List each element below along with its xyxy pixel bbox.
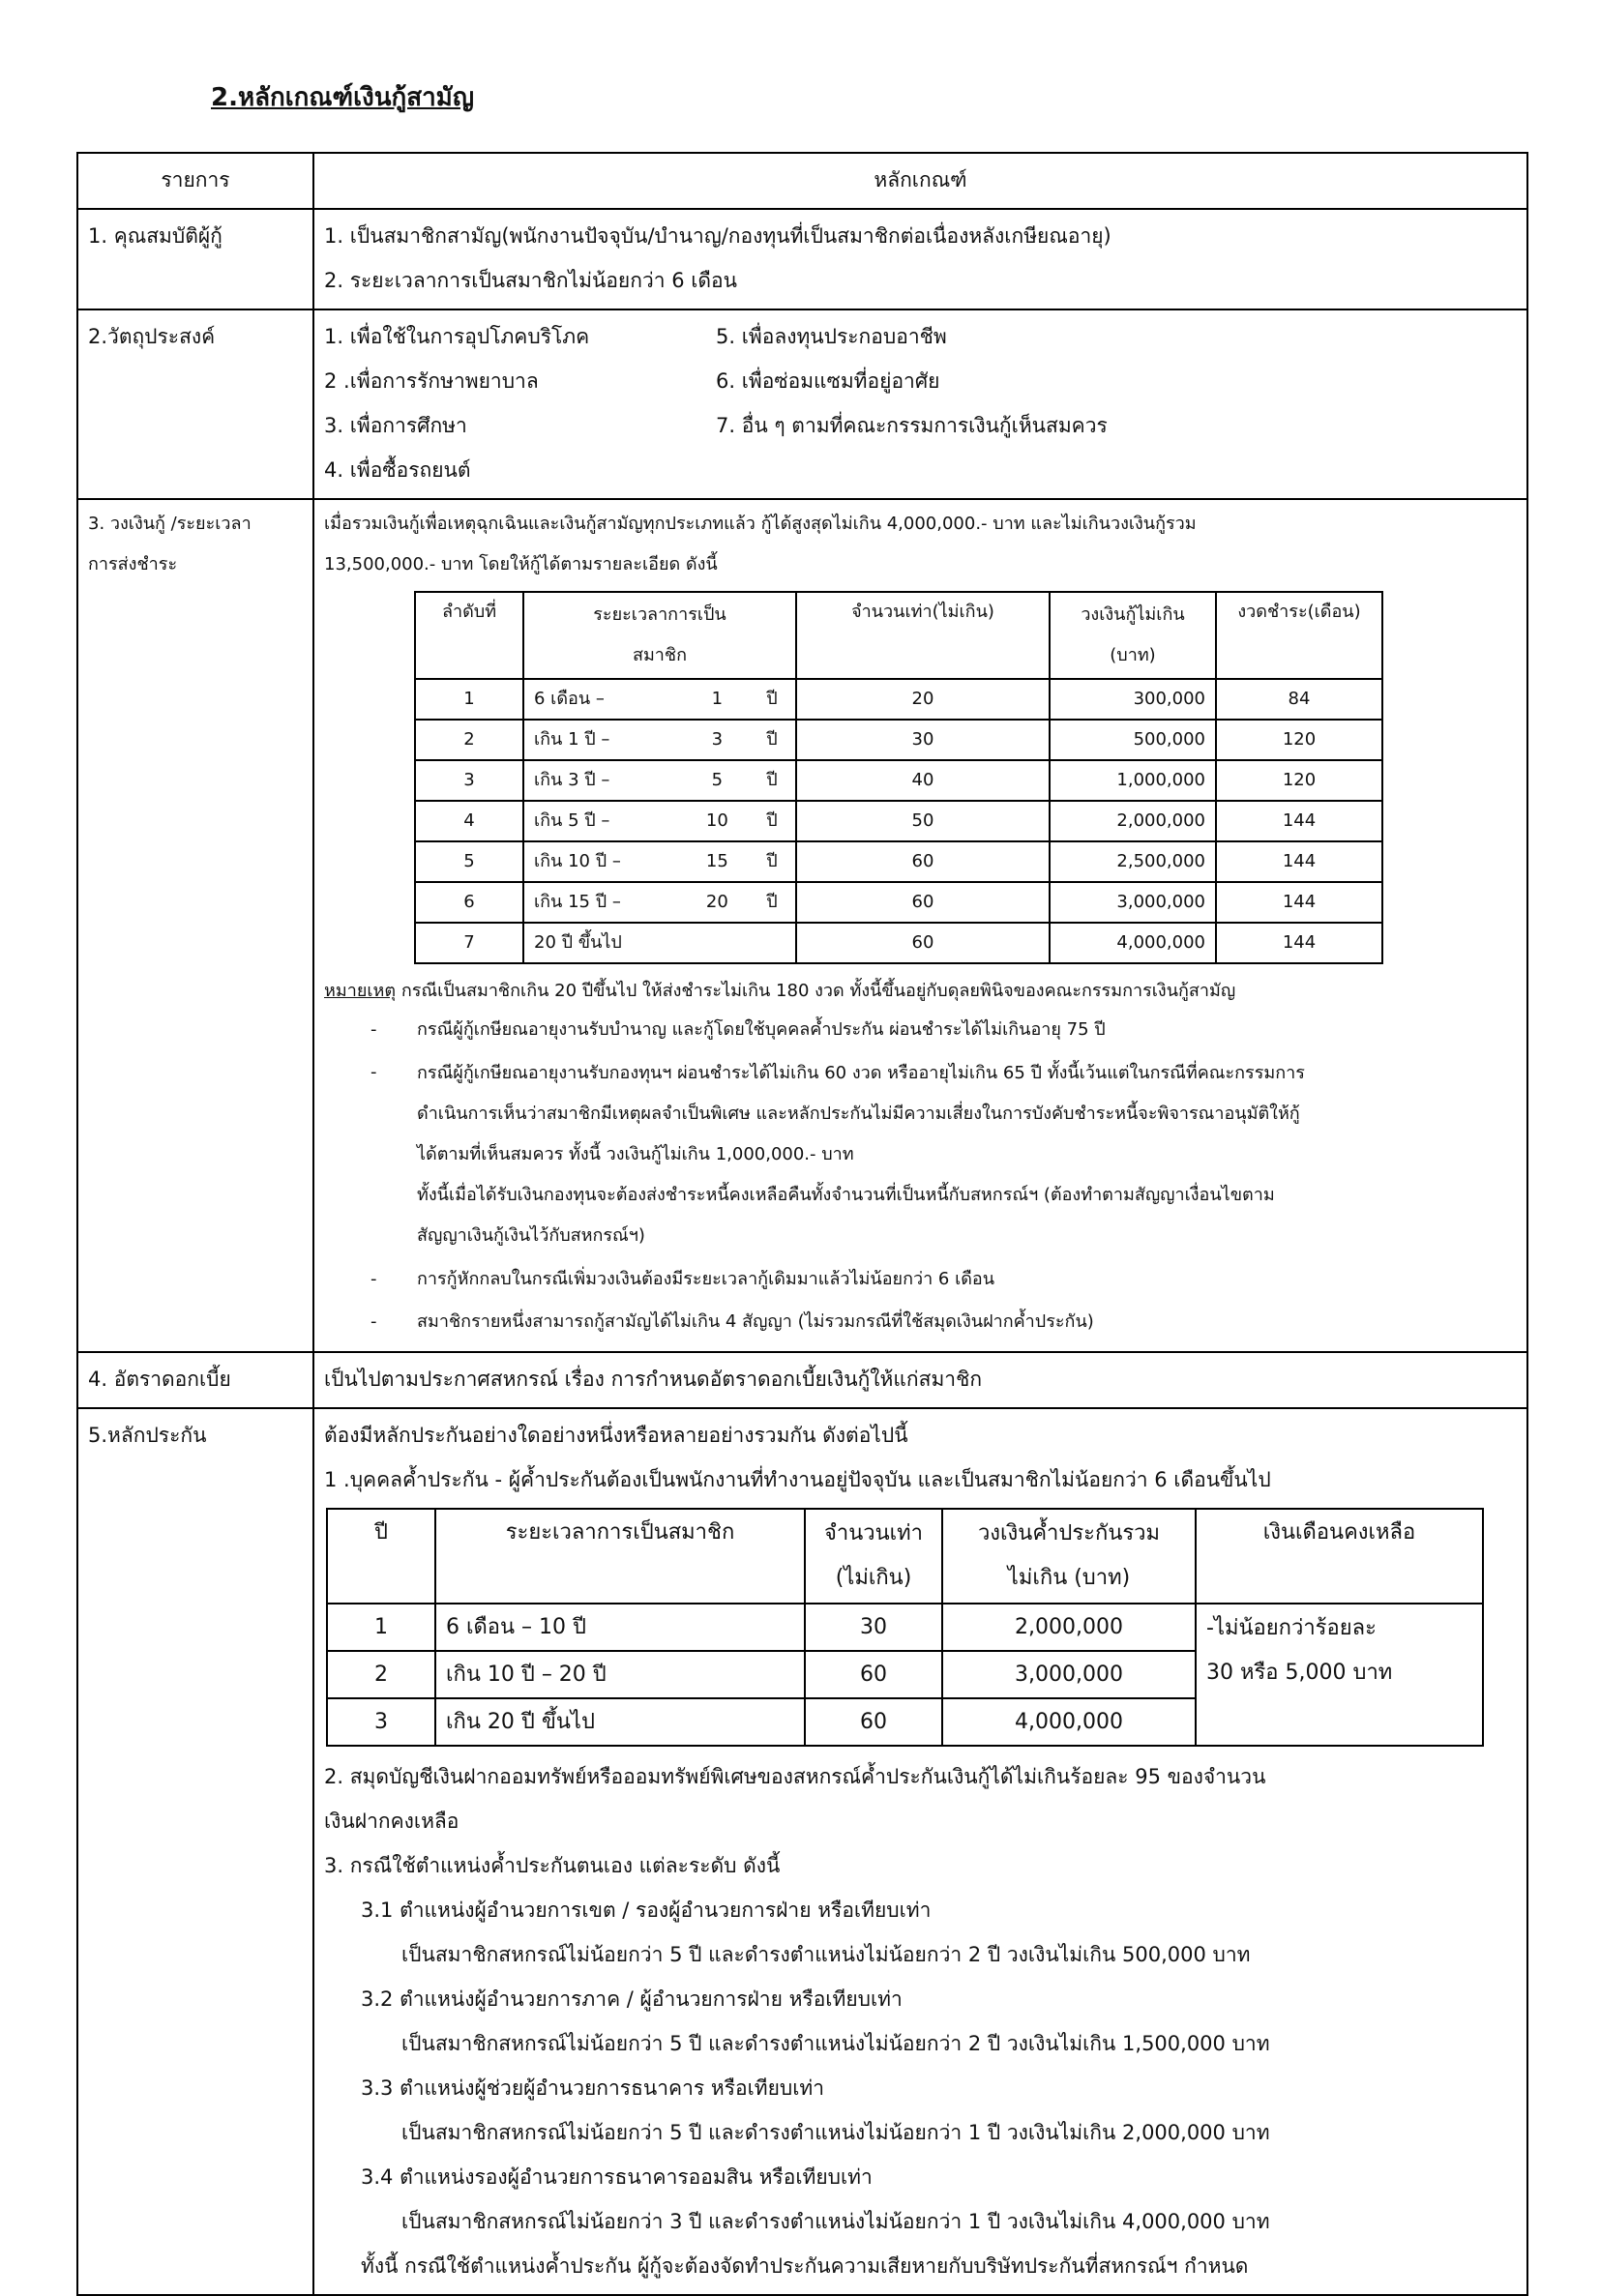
purpose-item: 1. เพื่อใช้ในการอุปโภคบริโภค: [324, 325, 590, 348]
table-cell: 1: [415, 679, 523, 720]
table-cell: 144: [1216, 923, 1382, 963]
row-loan-limit: [77, 499, 1527, 1352]
purpose-item: 3. เพื่อการศึกษา: [324, 414, 467, 437]
col-header: จำนวนเท่า (ไม่เกิน): [805, 1509, 942, 1604]
table-cell: 1: [686, 679, 749, 720]
table-cell: 120: [1216, 760, 1382, 801]
row-label: 2.วัตถุประสงค์: [77, 309, 313, 499]
table-row: [415, 720, 1382, 760]
list-item: - การกู้หักกลบในกรณีเพิ่มวงเงินต้องมีระยะเวลากู้เดิมมาแล้วไม่น้อยกว่า 6 เดือน: [324, 1260, 1517, 1299]
purpose-item: 4. เพื่อซื้อรถยนต์: [324, 458, 471, 482]
table-cell: ปี: [749, 801, 796, 841]
col-header: ปี: [327, 1509, 435, 1604]
col-header: วงเงินกู้ไม่เกิน (บาท): [1050, 592, 1216, 679]
table-cell: 30: [796, 720, 1050, 760]
row-content: [313, 499, 1527, 1352]
col-header: วงเงินค้ำประกันรวม ไม่เกิน (บาท): [942, 1509, 1196, 1604]
table-cell: 300,000: [1050, 679, 1216, 720]
table-row: [415, 760, 1382, 801]
table-cell: 7: [415, 923, 523, 963]
row-content: [313, 209, 1527, 309]
table-cell: 5: [415, 841, 523, 882]
row-content: [313, 309, 1527, 499]
intro-line: เมื่อรวมเงินกู้เพื่อเหตุฉุกเฉินและเงินกู้สามัญทุกประเภทแล้ว กู้ได้สูงสุดไม่เกิน 4,000,000.- บาท และไม่เกินวงเงินกู้รวม: [324, 514, 1197, 534]
col-header: เงินเดือนคงเหลือ: [1196, 1509, 1483, 1604]
col-header: ระยะเวลาการเป็น สมาชิก: [523, 592, 796, 679]
col-header: งวดชำระ(เดือน): [1216, 592, 1382, 679]
list-item: - สมาชิกรายหนึ่งสามารถกู้สามัญได้ไม่เกิน 4 สัญญา (ไม่รวมกรณีที่ใช้สมุดเงินฝากค้ำประกัน): [324, 1303, 1517, 1341]
table-cell: 6: [415, 882, 523, 923]
table-cell: เกิน 5 ปี –: [523, 801, 686, 841]
loan-limit-header: [415, 592, 1382, 679]
purpose-item: 6. เพื่อซ่อมแซมที่อยู่อาศัย: [716, 369, 940, 393]
table-cell: 10: [686, 801, 749, 841]
table-cell: 144: [1216, 841, 1382, 882]
table-cell: ปี: [749, 882, 796, 923]
table-row: [415, 882, 1382, 923]
purpose-grid: [324, 314, 1517, 492]
sub-detail: เป็นสมาชิกสหกรณ์ไม่น้อยกว่า 5 ปี และดำรงตำแหน่งไม่น้อยกว่า 2 ปี วงเงินไม่เกิน 500,000 บาท: [401, 1943, 1251, 1966]
header-criteria: หลักเกณฑ์: [313, 153, 1527, 209]
table-row: [415, 923, 1382, 963]
table-header-row: [77, 153, 1527, 209]
table-cell: 6 เดือน –: [523, 679, 686, 720]
sub-title: 3.4 ตำแหน่งรองผู้อำนวยการธนาคารออมสิน หรือเทียบเท่า: [361, 2165, 873, 2189]
table-cell: 5: [686, 760, 749, 801]
intro-line: 13,500,000.- บาท โดยให้กู้ได้ตามรายละเอียด ดังนี้: [324, 554, 718, 574]
guarantor-table: [326, 1508, 1484, 1747]
table-cell: 1,000,000: [1050, 760, 1216, 801]
table-cell: 50: [796, 801, 1050, 841]
sub-title: 3.3 ตำแหน่งผู้ช่วยผู้อำนวยการธนาคาร หรือเทียบเท่า: [361, 2076, 825, 2100]
table-cell: 3: [686, 720, 749, 760]
table-cell: เกิน 1 ปี –: [523, 720, 686, 760]
table-cell: 144: [1216, 882, 1382, 923]
note-line: [324, 972, 1517, 1011]
sub-detail: เป็นสมาชิกสหกรณ์ไม่น้อยกว่า 5 ปี และดำรงตำแหน่งไม่น้อยกว่า 1 ปี วงเงินไม่เกิน 2,000,000 บาท: [401, 2121, 1270, 2144]
table-cell: 4: [415, 801, 523, 841]
note-text: กรณีเป็นสมาชิกเกิน 20 ปีขึ้นไป ให้ส่งชำระไม่เกิน 180 งวด ทั้งนี้ขึ้นอยู่กับดุลยพินิจของคณะกรรมการเงินกู้สามัญ: [396, 981, 1236, 1001]
table-row: 1 6 เดือน – 10 ปี 30 2,000,000 -ไม่น้อยกว่าร้อยละ 30 หรือ 5,000 บาท: [327, 1604, 1483, 1651]
text-line: เงินฝากคงเหลือ: [324, 1810, 459, 1833]
row-label: 4. อัตราดอกเบี้ย: [77, 1352, 313, 1408]
table-row: [415, 841, 1382, 882]
text-line: 2. สมุดบัญชีเงินฝากออมทรัพย์หรือออมทรัพย์พิเศษของสหกรณ์ค้ำประกันเงินกู้ได้ไม่เกินร้อยละ 95 ของจำนวน: [324, 1765, 1266, 1788]
table-cell: 500,000: [1050, 720, 1216, 760]
loan-limit-table: [414, 591, 1383, 964]
table-cell: 84: [1216, 679, 1382, 720]
note-label: หมายเหตุ: [324, 981, 397, 1001]
table-cell: 60: [796, 882, 1050, 923]
row-qualification: [77, 209, 1527, 309]
table-cell: 3: [415, 760, 523, 801]
closing-line: ทั้งนี้ กรณีใช้ตำแหน่งค้ำประกัน ผู้กู้จะต้องจัดทำประกันความเสียหายกับบริษัทประกันที่สหกรณ์ฯ กำหนด: [361, 2254, 1249, 2278]
table-cell: 60: [796, 923, 1050, 963]
row-label: [77, 499, 313, 1352]
table-cell: 60: [796, 841, 1050, 882]
header-item: รายการ: [77, 153, 313, 209]
purpose-item: 5. เพื่อลงทุนประกอบอาชีพ: [716, 325, 947, 348]
row-label: 5.หลักประกัน: [77, 1408, 313, 2295]
guarantor-header: [327, 1509, 1483, 1604]
col-header: ลำดับที่: [415, 592, 523, 679]
sub-detail: เป็นสมาชิกสหกรณ์ไม่น้อยกว่า 5 ปี และดำรงตำแหน่งไม่น้อยกว่า 2 ปี วงเงินไม่เกิน 1,500,000 บาท: [401, 2032, 1270, 2055]
note-bullets: [324, 1011, 1517, 1341]
table-row: 3 เกิน 20 ปี ขึ้นไป 60 4,000,000: [327, 1698, 1483, 1746]
row-content: [313, 1408, 1527, 2295]
table-row: 2 เกิน 10 ปี – 20 ปี 60 3,000,000: [327, 1651, 1483, 1698]
table-cell: 2,500,000: [1050, 841, 1216, 882]
row-purpose: [77, 309, 1527, 499]
sub-title: 3.1 ตำแหน่งผู้อำนวยการเขต / รองผู้อำนวยการฝ่าย หรือเทียบเท่า: [361, 1899, 932, 1922]
row-label: 1. คุณสมบัติผู้กู้: [77, 209, 313, 309]
sub-detail: เป็นสมาชิกสหกรณ์ไม่น้อยกว่า 3 ปี และดำรงตำแหน่งไม่น้อยกว่า 1 ปี วงเงินไม่เกิน 4,000,000 บาท: [401, 2210, 1270, 2233]
table-cell: ปี: [749, 760, 796, 801]
table-cell: ปี: [749, 720, 796, 760]
table-cell: เกิน 15 ปี –: [523, 882, 686, 923]
row-content: เป็นไปตามประกาศสหกรณ์ เรื่อง การกำหนดอัตราดอกเบี้ยเงินกู้ให้แก่สมาชิก: [313, 1352, 1527, 1408]
purpose-item: 7. อื่น ๆ ตามที่คณะกรรมการเงินกู้เห็นสมควร: [716, 414, 1108, 437]
page-title: 2.หลักเกณฑ์เงินกู้สามัญ: [211, 83, 474, 112]
list-item: - กรณีผู้กู้เกษียณอายุงานรับกองทุนฯ ผ่อนชำระได้ไม่เกิน 60 งวด หรืออายุไม่เกิน 65 ปี ทั้งนี้เว้นแต่ในกรณีที่คณะกรรมการ ดำเนินการเห็นว่าสมาชิกมีเหตุผลจำเป็นพิเศษ และหลักประกันไม่มีความเสี่ยงในการบังคับชำระหนี้จะพิจารณาอนุมัติให้กู้ ได้ตามที่เห็นสมควร ทั้งนี้ วงเงินกู้ไม่เกิน 1,000,000.- บาท ทั้งนี้เมื่อได้รับเงินกองทุนจะต้องส่งชำระหนี้คงเหลือคืนทั้งจำนวนที่เป็นหนี้กับสหกรณ์ฯ (ต้องทำตามสัญญาเงื่อนไขตาม สัญญาเงินกู้เงินไว้กับสหกรณ์ฯ): [324, 1053, 1517, 1256]
table-cell: 144: [1216, 801, 1382, 841]
table-cell: 40: [796, 760, 1050, 801]
col-header: ระยะเวลาการเป็นสมาชิก: [435, 1509, 805, 1604]
text-line: 3. กรณีใช้ตำแหน่งค้ำประกันตนเอง แต่ละระดับ ดังนี้: [324, 1854, 781, 1877]
table-cell: 20: [796, 679, 1050, 720]
purpose-item: 2 .เพื่อการรักษาพยาบาล: [324, 369, 539, 393]
table-cell: ปี: [749, 679, 796, 720]
table-cell: เกิน 3 ปี –: [523, 760, 686, 801]
row-collateral: [77, 1408, 1527, 2295]
row-label-line: 3. วงเงินกู้ /ระยะเวลา: [88, 514, 252, 534]
list-item: - กรณีผู้กู้เกษียณอายุงานรับบำนาญ และกู้โดยใช้บุคคลค้ำประกัน ผ่อนชำระได้ไม่เกินอายุ 75 ปี: [324, 1011, 1517, 1049]
table-cell: 20 ปี ขึ้นไป: [523, 923, 796, 963]
table-cell: 2,000,000: [1050, 801, 1216, 841]
text-line: 1 .บุคคลค้ำประกัน - ผู้ค้ำประกันต้องเป็นพนักงานที่ทำงานอยู่ปัจจุบัน และเป็นสมาชิกไม่น้อยกว่า 6 เดือนขึ้นไป: [324, 1468, 1271, 1491]
sub-title: 3.2 ตำแหน่งผู้อำนวยการภาค / ผู้อำนวยการฝ่าย หรือเทียบเท่า: [361, 1987, 903, 2011]
table-row: [415, 679, 1382, 720]
table-cell: 120: [1216, 720, 1382, 760]
table-row: [415, 801, 1382, 841]
loan-criteria-table: [76, 152, 1528, 2296]
table-cell: 2: [415, 720, 523, 760]
row-label-line: การส่งชำระ: [88, 554, 178, 574]
row-interest: [77, 1352, 1527, 1408]
table-cell: 4,000,000: [1050, 923, 1216, 963]
text-line: 1. เป็นสมาชิกสามัญ(พนักงานปัจจุบัน/บำนาญ/กองทุนที่เป็นสมาชิกต่อเนื่องหลังเกษียณอายุ): [324, 224, 1111, 248]
text-line: ต้องมีหลักประกันอย่างใดอย่างหนึ่งหรือหลายอย่างรวมกัน ดังต่อไปนี้: [324, 1424, 908, 1447]
table-cell: 15: [686, 841, 749, 882]
salary-note: -ไม่น้อยกว่าร้อยละ 30 หรือ 5,000 บาท: [1196, 1604, 1483, 1746]
table-cell: เกิน 10 ปี –: [523, 841, 686, 882]
table-cell: 3,000,000: [1050, 882, 1216, 923]
text-line: 2. ระยะเวลาการเป็นสมาชิกไม่น้อยกว่า 6 เดือน: [324, 269, 738, 292]
table-cell: 20: [686, 882, 749, 923]
table-cell: ปี: [749, 841, 796, 882]
col-header: จำนวนเท่า(ไม่เกิน): [796, 592, 1050, 679]
